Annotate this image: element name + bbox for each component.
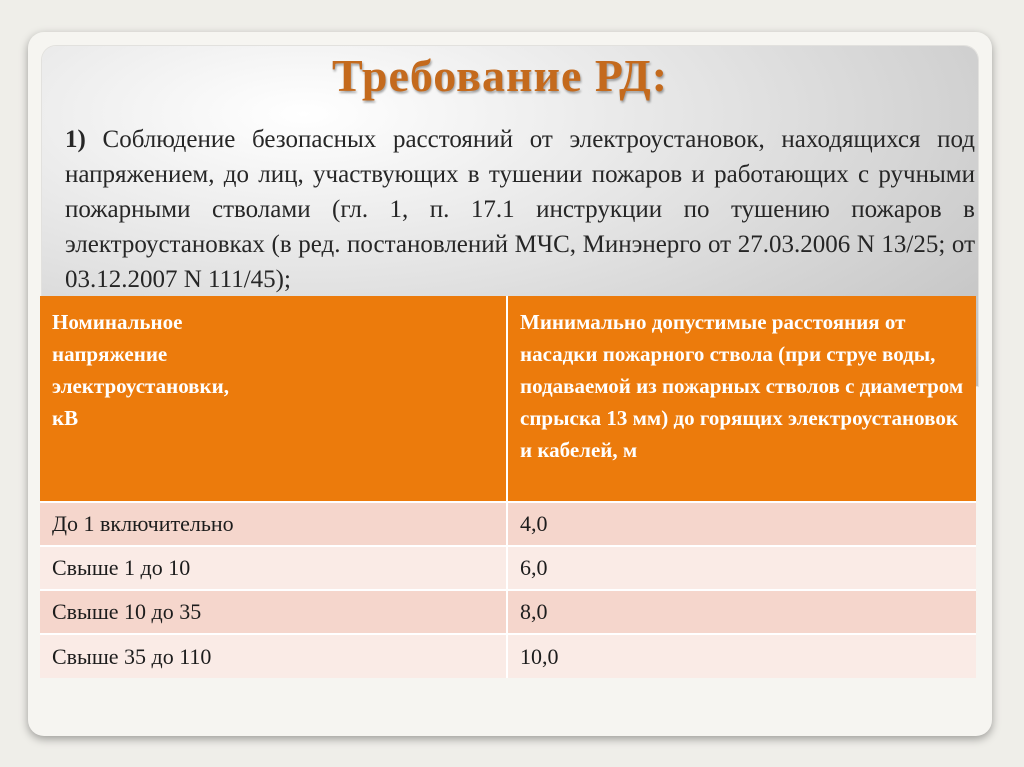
table-row (40, 502, 976, 546)
cell-voltage: Свыше 1 до 10 (40, 546, 507, 590)
header-voltage-line: кВ (52, 406, 79, 430)
cell-voltage: Свыше 35 до 110 (40, 634, 507, 678)
requirement-text: Соблюдение безопасных расстояний от электроустановок, находящихся под напряжением, до лиц, участвующих в тушении пожаров и работающих с ручными пожарными стволами (гл. 1, п. 17.1 инструкции по тушению пожаров в электроустановках (в ред. постановлений МЧС, Минэнерго от 27.03.2006 N 13/25; от 03.12.2007 N 111/45); (65, 126, 975, 293)
requirement-paragraph (65, 122, 975, 297)
cell-distance: 6,0 (507, 546, 976, 590)
table-header-row (40, 296, 976, 502)
header-voltage-line: Номинальное (52, 310, 183, 334)
header-voltage (40, 296, 507, 502)
cell-distance: 10,0 (507, 634, 976, 678)
requirement-number: 1) (65, 126, 86, 153)
cell-distance: 8,0 (507, 590, 976, 634)
cell-distance: 4,0 (507, 502, 976, 546)
header-voltage-line: напряжение (52, 342, 168, 366)
table-row (40, 590, 976, 634)
cell-voltage: До 1 включительно (40, 502, 507, 546)
table-row (40, 546, 976, 590)
header-distance: Минимально допустимые расстояния от насадки пожарного ствола (при струе воды, подаваемой из пожарных стволов с диаметром спрыска 13 мм) до горящих электроустановок и кабелей, м (507, 296, 976, 502)
distance-table (40, 296, 976, 678)
header-voltage-line: электроустановки, (52, 374, 229, 398)
table-row (40, 634, 976, 678)
cell-voltage: Свыше 10 до 35 (40, 590, 507, 634)
slide-title: Требование РД: (331, 50, 669, 101)
